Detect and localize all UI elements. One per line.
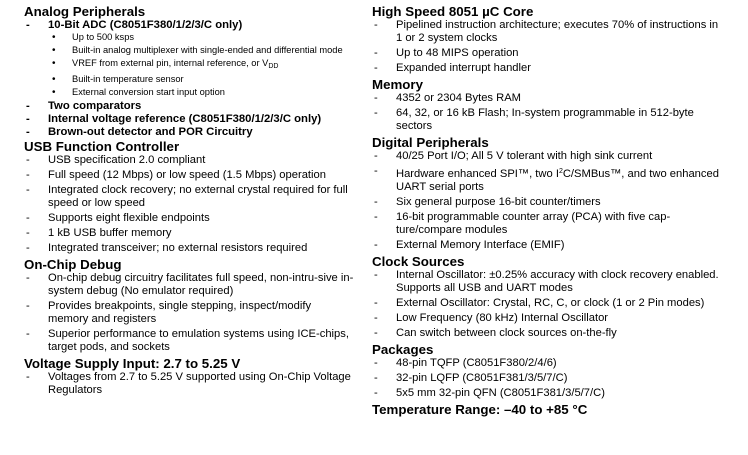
- feature-item: - Expanded interrupt handler: [372, 62, 724, 75]
- section-heading: Voltage Supply Input: 2.7 to 5.25 V: [24, 356, 241, 371]
- section-heading: Clock Sources: [372, 254, 465, 269]
- section-heading: High Speed 8051 µC Core: [372, 4, 534, 19]
- i2c-superscript: 2: [558, 168, 563, 175]
- feature-item: - 16-bit programmable counter array (PCA) with five cap-ture/compare modules: [372, 211, 724, 237]
- feature-item: - Up to 48 MIPS operation: [372, 47, 724, 60]
- feature-item: - Six general purpose 16-bit counter/timers: [372, 196, 724, 209]
- feature-item: - Integrated clock recovery; no external crystal required for full speed or low speed: [24, 184, 354, 210]
- core-section: [372, 4, 724, 75]
- feature-item: - Voltages from 2.7 to 5.25 V supported using On-Chip Voltage Regulators: [24, 371, 354, 397]
- usb-function-controller-section: [24, 139, 354, 255]
- section-heading: Packages: [372, 342, 434, 357]
- digital-peripherals-section: [372, 135, 724, 252]
- feature-item: - External Oscillator: Crystal, RC, C, or clock (1 or 2 Pin modes): [372, 297, 724, 310]
- feature-item: - Superior performance to emulation systems using ICE-chips, target pods, and sockets: [24, 328, 354, 354]
- feature-item: - Two comparators: [24, 100, 354, 113]
- feature-item: - 48-pin TQFP (C8051F380/2/4/6): [372, 357, 724, 370]
- feature-item: - Pipelined instruction architecture; executes 70% of instructions in 1 or 2 system clocks: [372, 19, 724, 45]
- i2c-rest-text: C/SMBus™, and two enhanced UART serial ports: [396, 168, 719, 193]
- clock-sources-section: [372, 254, 724, 340]
- feature-item: - 1 kB USB buffer memory: [24, 227, 354, 240]
- analog-peripherals-section: [24, 4, 354, 139]
- vref-text: VREF from external pin, internal reference, or V: [72, 58, 269, 68]
- spi-text: Hardware enhanced SPI™, two I: [396, 168, 559, 180]
- feature-item: - External Memory Interface (EMIF): [372, 239, 724, 252]
- vdd-subscript: DD: [268, 63, 279, 70]
- feature-item: - 64, 32, or 16 kB Flash; In-system programmable in 512-byte sectors: [372, 107, 724, 133]
- sub-feature-item-vref: [24, 58, 354, 72]
- feature-item: - Integrated transceiver; no external resistors required: [24, 242, 354, 255]
- sub-feature-item: • External conversion start input option: [24, 87, 354, 98]
- sub-feature-item: • Built-in temperature sensor: [24, 74, 354, 85]
- section-heading: Temperature Range: –40 to +85 °C: [372, 402, 588, 417]
- voltage-supply-section: [24, 356, 354, 397]
- feature-item: - Internal voltage reference (C8051F380/1/2/3/C only): [24, 113, 354, 126]
- feature-item: - Supports eight flexible endpoints: [24, 212, 354, 225]
- sub-feature-item: • Up to 500 ksps: [24, 32, 354, 43]
- section-heading: Digital Peripherals: [372, 135, 489, 150]
- feature-item: - 4352 or 2304 Bytes RAM: [372, 92, 724, 105]
- feature-item: - Internal Oscillator: ±0.25% accuracy with clock recovery enabled. Supports all USB and UART modes: [372, 269, 724, 295]
- memory-section: [372, 77, 724, 133]
- feature-item: - Low Frequency (80 kHz) Internal Oscillator: [372, 312, 724, 325]
- sub-feature-item: • Built-in analog multiplexer with single-ended and differential mode: [24, 45, 354, 56]
- left-column: [24, 4, 354, 399]
- temperature-range-section: [372, 402, 724, 417]
- section-heading: On-Chip Debug: [24, 257, 122, 272]
- feature-item: - Full speed (12 Mbps) or low speed (1.5 Mbps) operation: [24, 169, 354, 182]
- packages-section: [372, 342, 724, 400]
- feature-item: - 5x5 mm 32-pin QFN (C8051F381/3/5/7/C): [372, 387, 724, 400]
- feature-item: - USB specification 2.0 compliant: [24, 154, 354, 167]
- feature-item-spi-i2c: [372, 165, 724, 194]
- feature-item: - 40/25 Port I/O; All 5 V tolerant with high sink current: [372, 150, 724, 163]
- feature-item: - Can switch between clock sources on-the-fly: [372, 327, 724, 340]
- feature-item: - Provides breakpoints, single stepping, inspect/modify memory and registers: [24, 300, 354, 326]
- right-column: [372, 4, 724, 417]
- section-heading: Analog Peripherals: [24, 4, 146, 19]
- feature-item: - 32-pin LQFP (C8051F381/3/5/7/C): [372, 372, 724, 385]
- feature-item: - Brown-out detector and POR Circuitry: [24, 126, 354, 139]
- feature-item: - On-chip debug circuitry facilitates full speed, non-intru-sive in-system debug (No emulator required): [24, 272, 354, 298]
- section-heading: USB Function Controller: [24, 139, 180, 154]
- section-heading: Memory: [372, 77, 423, 92]
- feature-item: - 10-Bit ADC (C8051F380/1/2/3/C only): [24, 19, 354, 32]
- on-chip-debug-section: [24, 257, 354, 354]
